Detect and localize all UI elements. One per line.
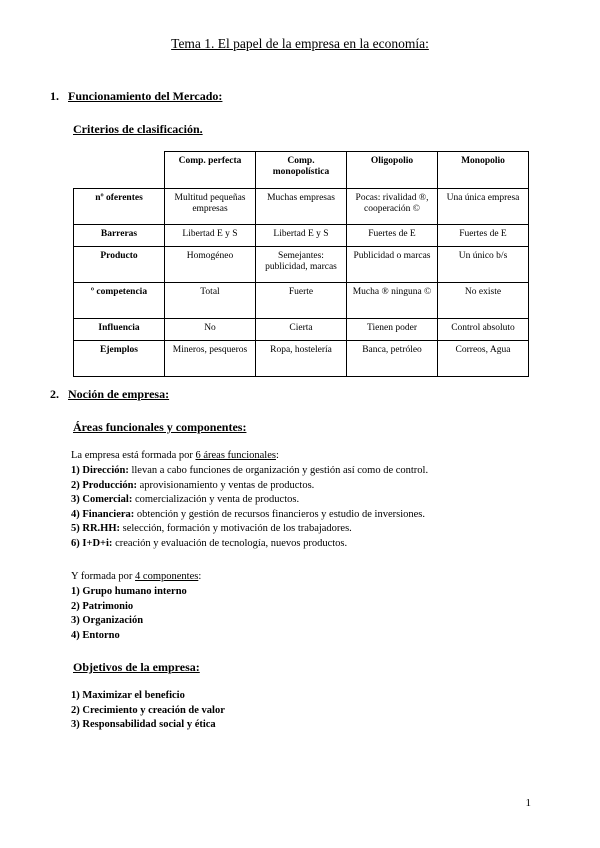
list-number: 2) — [71, 600, 80, 612]
table-header-cell: Oligopolio — [347, 152, 438, 189]
list-number: 3) — [71, 719, 80, 731]
table-header-row — [74, 152, 529, 189]
list-term: Dirección: — [82, 465, 129, 476]
list-text: obtención y gestión de recursos financieros y estudio de inversiones. — [134, 508, 425, 520]
components-intro — [71, 570, 201, 585]
classification-table — [73, 151, 529, 377]
table-cell: Correos, Agua — [438, 341, 529, 377]
list-term: RR.HH: — [82, 523, 120, 535]
table-cell: Pocas: rivalidad ®, cooperación © — [347, 189, 438, 225]
table-cell: Ropa, hostelería — [256, 341, 347, 377]
table-cell: Muchas empresas — [256, 189, 347, 225]
list-item — [71, 493, 428, 508]
table-cell: Control absoluto — [438, 319, 529, 341]
criteria-subheading: Criterios de clasificación. — [73, 122, 203, 136]
list-text: selección, formación y motivación de los trabajadores. — [120, 523, 352, 535]
list-number: 2) — [71, 479, 80, 491]
row-label: nº oferentes — [74, 189, 165, 225]
areas-intro-pre: La empresa está formada por — [71, 450, 196, 461]
objectives-heading: Objetivos de la empresa: — [73, 660, 200, 674]
areas-intro-underlined: 6 áreas funcionales — [195, 450, 276, 461]
row-label: Ejemplos — [74, 341, 165, 377]
table-row — [74, 247, 529, 283]
row-label: Producto — [74, 247, 165, 283]
list-item — [71, 464, 428, 479]
table-header-cell: Monopolio — [438, 152, 529, 189]
list-number: 1) — [71, 690, 80, 701]
table-cell: Libertad E y S — [256, 225, 347, 247]
section-1-number: 1. — [50, 89, 59, 103]
list-item — [71, 508, 428, 523]
list-item — [71, 614, 187, 629]
list-term: Responsabilidad social y ética — [82, 719, 216, 731]
list-item — [71, 537, 428, 552]
table-cell: Homogéneo — [165, 247, 256, 283]
table-cell: Libertad E y S — [165, 225, 256, 247]
table-cell: Un único b/s — [438, 247, 529, 283]
list-number: 3) — [71, 494, 80, 506]
row-label: Influencia — [74, 319, 165, 341]
components-intro-post: : — [198, 571, 202, 582]
table-cell: Fuertes de E — [347, 225, 438, 247]
list-number: 5) — [71, 523, 80, 535]
list-number: 6) — [71, 537, 80, 549]
components-intro-underlined: 4 componentes — [135, 571, 199, 582]
components-list — [71, 585, 187, 643]
table-header-cell: Comp. perfecta — [165, 152, 256, 189]
list-term: Producción: — [82, 479, 138, 491]
areas-list — [71, 464, 428, 552]
list-term: Organización — [82, 615, 144, 627]
list-number: 4) — [71, 629, 80, 641]
table-cell: Fuerte — [256, 283, 347, 319]
section-1-title: Funcionamiento del Mercado: — [68, 89, 223, 103]
list-text: creación y evaluación de tecnología, nuevos productos. — [112, 537, 348, 549]
areas-intro — [71, 449, 279, 464]
list-term: Grupo humano interno — [82, 586, 187, 597]
objectives-list — [71, 689, 225, 733]
table-row — [74, 283, 529, 319]
section-2-title: Noción de empresa: — [68, 387, 170, 401]
table-corner-cell — [74, 152, 165, 189]
table-cell: Banca, petróleo — [347, 341, 438, 377]
list-item — [71, 600, 187, 615]
list-text: aprovisionamiento y ventas de productos. — [137, 479, 315, 491]
list-term: Crecimiento y creación de valor — [82, 704, 225, 716]
list-term: I+D+i: — [82, 537, 113, 549]
list-term: Comercial: — [82, 494, 133, 506]
table-cell: Semejantes: publicidad, marcas — [256, 247, 347, 283]
list-number: 2) — [71, 704, 80, 716]
table-row — [74, 341, 529, 377]
table-cell: No existe — [438, 283, 529, 319]
row-label: Barreras — [74, 225, 165, 247]
table-cell: Cierta — [256, 319, 347, 341]
table-cell: Publicidad o marcas — [347, 247, 438, 283]
table-cell: Total — [165, 283, 256, 319]
list-term: Entorno — [82, 629, 120, 641]
table-cell: Multitud pequeñas empresas — [165, 189, 256, 225]
page-title: Tema 1. El papel de la empresa en la economía: — [171, 36, 429, 51]
list-number: 1) — [71, 465, 80, 476]
list-term: Patrimonio — [82, 600, 134, 612]
table-row — [74, 189, 529, 225]
list-item — [71, 704, 225, 719]
list-item — [71, 479, 428, 494]
table-cell: Mucha ® ninguna © — [347, 283, 438, 319]
row-label: º competencia — [74, 283, 165, 319]
table-cell: Una única empresa — [438, 189, 529, 225]
page-number: 1 — [525, 797, 531, 809]
table-cell: Fuertes de E — [438, 225, 529, 247]
list-text: comercialización y venta de productos. — [132, 494, 300, 506]
list-term: Maximizar el beneficio — [82, 690, 185, 701]
table-cell: Mineros, pesqueros — [165, 341, 256, 377]
table-cell: Tienen poder — [347, 319, 438, 341]
section-2-heading — [50, 387, 169, 402]
table-row — [74, 225, 529, 247]
table-row — [74, 319, 529, 341]
list-item — [71, 522, 428, 537]
list-item — [71, 629, 187, 644]
table-cell: No — [165, 319, 256, 341]
list-number: 3) — [71, 615, 80, 627]
list-item — [71, 689, 225, 704]
table-header-cell: Comp. monopolística — [256, 152, 347, 189]
list-term: Financiera: — [82, 508, 135, 520]
list-number: 4) — [71, 508, 80, 520]
list-item — [71, 585, 187, 600]
list-number: 1) — [71, 586, 80, 597]
areas-subheading: Áreas funcionales y componentes: — [73, 420, 247, 434]
list-text: llevan a cabo funciones de organización y gestión así como de control. — [128, 465, 429, 476]
section-1-heading — [50, 89, 222, 104]
section-2-number: 2. — [50, 387, 59, 401]
list-item — [71, 718, 225, 733]
areas-intro-post: : — [275, 450, 279, 461]
components-intro-pre: Y formada por — [71, 571, 136, 582]
